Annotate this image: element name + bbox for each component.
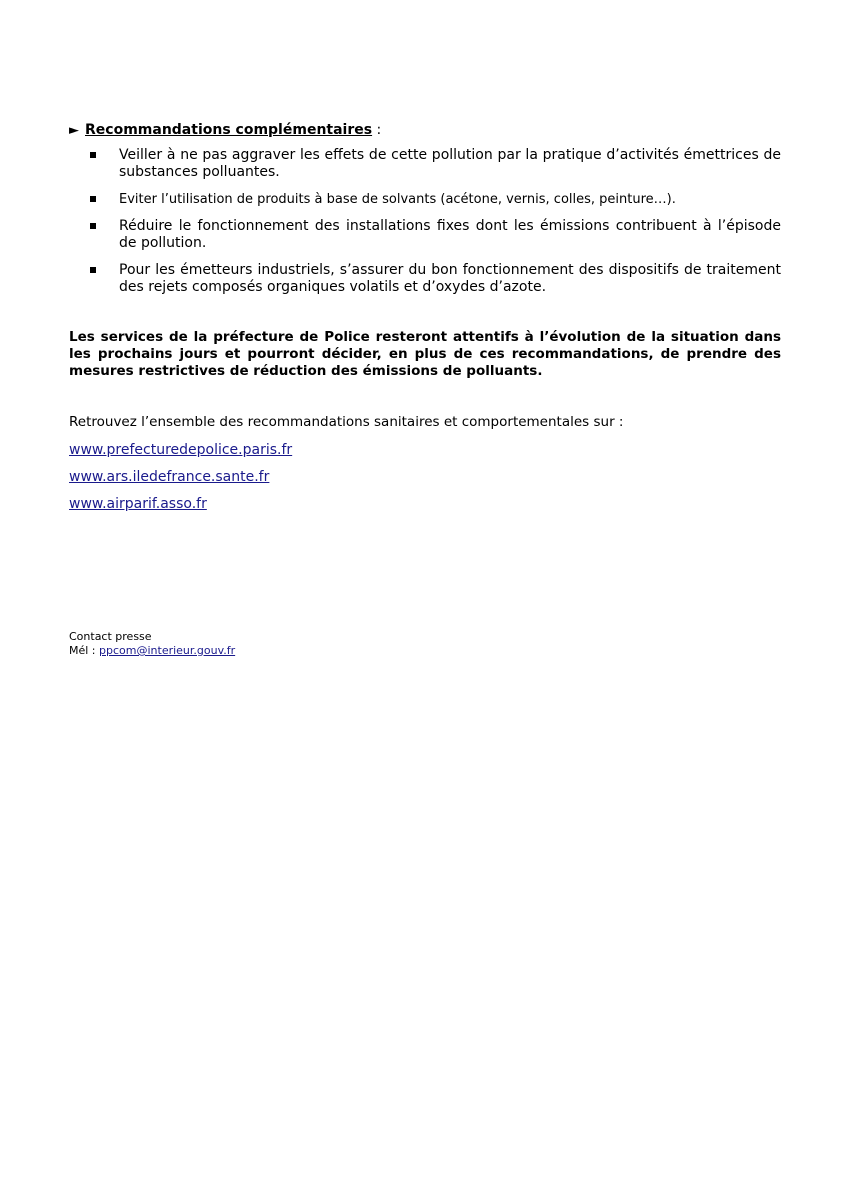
recommendation-text: Eviter l’utilisation de produits à base de solvants (acétone, vernis, colles, peinture…).	[119, 192, 676, 207]
find-more-text: Retrouvez l’ensemble des recommandations sanitaires et comportementales sur :	[69, 414, 624, 430]
prefecture-notice: Les services de la préfecture de Police resteront attentifs à l’évolution de la situation dans les prochains jours et pourront décider, en plus de ces recommandations, de prendre des mesures restrictives de réduction des émissions de polluants.	[69, 329, 781, 379]
press-contact	[69, 630, 781, 658]
document-page	[69, 120, 781, 658]
section-title-suffix: :	[372, 122, 382, 138]
arrow-icon: ►	[69, 123, 79, 138]
section-title: Recommandations complémentaires	[85, 122, 373, 138]
contact-label: Contact presse	[69, 630, 152, 643]
square-bullet-icon	[90, 267, 96, 273]
square-bullet-icon	[90, 223, 96, 229]
section-heading	[69, 120, 781, 141]
link-prefecture-police[interactable]: www.prefecturedepolice.paris.fr	[69, 442, 293, 458]
link-ars-iledefrance[interactable]: www.ars.iledefrance.sante.fr	[69, 469, 270, 485]
list-item	[69, 147, 781, 181]
list-item	[69, 262, 781, 296]
contact-mail-line	[69, 644, 781, 658]
square-bullet-icon	[90, 196, 96, 202]
square-bullet-icon	[90, 152, 96, 158]
list-item	[69, 218, 781, 252]
list-item	[69, 191, 781, 208]
recommendation-text: Réduire le fonctionnement des installations fixes dont les émissions contribuent à l’épisode de pollution.	[119, 218, 781, 251]
recommendations-list	[69, 147, 781, 296]
recommendation-text: Veiller à ne pas aggraver les effets de cette pollution par la pratique d’activités émettrices de substances polluantes.	[119, 147, 781, 180]
recommendation-text: Pour les émetteurs industriels, s’assurer du bon fonctionnement des dispositifs de traitement des rejets composés organiques volatils et d’oxydes d’azote.	[119, 262, 781, 295]
mail-label: Mél :	[69, 644, 100, 657]
contact-email-link[interactable]: ppcom@interieur.gouv.fr	[99, 644, 236, 657]
link-airparif[interactable]: www.airparif.asso.fr	[69, 496, 207, 512]
